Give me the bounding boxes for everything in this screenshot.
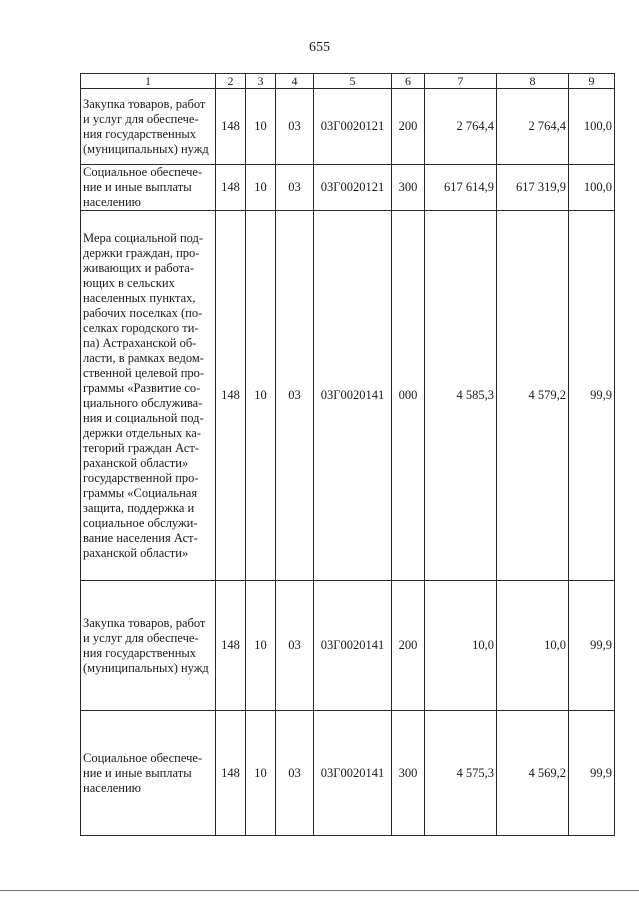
execution-percent: 100,0 xyxy=(569,89,615,165)
target-article-code: 03Г0020121 xyxy=(314,89,392,165)
actual-amount: 2 764,4 xyxy=(497,89,569,165)
column-header: 4 xyxy=(276,74,314,89)
expense-name: Социальное обеспече-ние и иные выплаты населению xyxy=(81,711,216,836)
subsection-code: 03 xyxy=(276,89,314,165)
planned-amount: 2 764,4 xyxy=(425,89,497,165)
ministry-code: 148 xyxy=(216,711,246,836)
execution-percent: 99,9 xyxy=(569,711,615,836)
table-row xyxy=(81,89,615,165)
column-header: 7 xyxy=(425,74,497,89)
expense-name: Мера социальной под-держки граждан, про-живающих и работа-ющих в сельских населенных пунктах, рабочих поселках (по-селках городского ти-па) Астраханской об-ласти, в рамках ведом-ственной целевой про-граммы «Развитие со-циального обслужива-ния и социальной под-держки отдельных ка-тегорий граждан Аст-раханской области» государственной про-граммы «Социальная защита, поддержка и социальное обслужи-вание населения Аст-раханской области» xyxy=(81,211,216,581)
column-header: 9 xyxy=(569,74,615,89)
header-row xyxy=(81,74,615,89)
table-row xyxy=(81,211,615,581)
planned-amount: 617 614,9 xyxy=(425,165,497,211)
table-row xyxy=(81,581,615,711)
planned-amount: 10,0 xyxy=(425,581,497,711)
actual-amount: 4 569,2 xyxy=(497,711,569,836)
section-code: 10 xyxy=(246,711,276,836)
column-header: 6 xyxy=(392,74,425,89)
expense-type-code: 300 xyxy=(392,711,425,836)
target-article-code: 03Г0020141 xyxy=(314,211,392,581)
expense-type-code: 200 xyxy=(392,581,425,711)
subsection-code: 03 xyxy=(276,711,314,836)
table-row xyxy=(81,165,615,211)
planned-amount: 4 575,3 xyxy=(425,711,497,836)
actual-amount: 10,0 xyxy=(497,581,569,711)
section-code: 10 xyxy=(246,165,276,211)
execution-percent: 100,0 xyxy=(569,165,615,211)
expense-name: Закупка товаров, работ и услуг для обеспече-ния государственных (муниципальных) нужд xyxy=(81,89,216,165)
target-article-code: 03Г0020141 xyxy=(314,711,392,836)
ministry-code: 148 xyxy=(216,165,246,211)
ministry-code: 148 xyxy=(216,89,246,165)
actual-amount: 617 319,9 xyxy=(497,165,569,211)
subsection-code: 03 xyxy=(276,211,314,581)
table-row xyxy=(81,711,615,836)
column-header: 5 xyxy=(314,74,392,89)
subsection-code: 03 xyxy=(276,581,314,711)
column-header: 3 xyxy=(246,74,276,89)
planned-amount: 4 585,3 xyxy=(425,211,497,581)
section-code: 10 xyxy=(246,581,276,711)
target-article-code: 03Г0020121 xyxy=(314,165,392,211)
expense-name: Закупка товаров, работ и услуг для обеспече-ния государственных (муниципальных) нужд xyxy=(81,581,216,711)
column-header: 8 xyxy=(497,74,569,89)
section-code: 10 xyxy=(246,89,276,165)
subsection-code: 03 xyxy=(276,165,314,211)
page-divider xyxy=(0,890,639,891)
section-code: 10 xyxy=(246,211,276,581)
execution-percent: 99,9 xyxy=(569,581,615,711)
expense-type-code: 000 xyxy=(392,211,425,581)
actual-amount: 4 579,2 xyxy=(497,211,569,581)
target-article-code: 03Г0020141 xyxy=(314,581,392,711)
expense-type-code: 300 xyxy=(392,165,425,211)
expense-name: Социальное обеспече-ние и иные выплаты населению xyxy=(81,165,216,211)
column-header: 1 xyxy=(81,74,216,89)
execution-percent: 99,9 xyxy=(569,211,615,581)
ministry-code: 148 xyxy=(216,581,246,711)
expense-type-code: 200 xyxy=(392,89,425,165)
page-number: 655 xyxy=(309,40,330,55)
column-header: 2 xyxy=(216,74,246,89)
budget-table xyxy=(80,73,615,836)
ministry-code: 148 xyxy=(216,211,246,581)
